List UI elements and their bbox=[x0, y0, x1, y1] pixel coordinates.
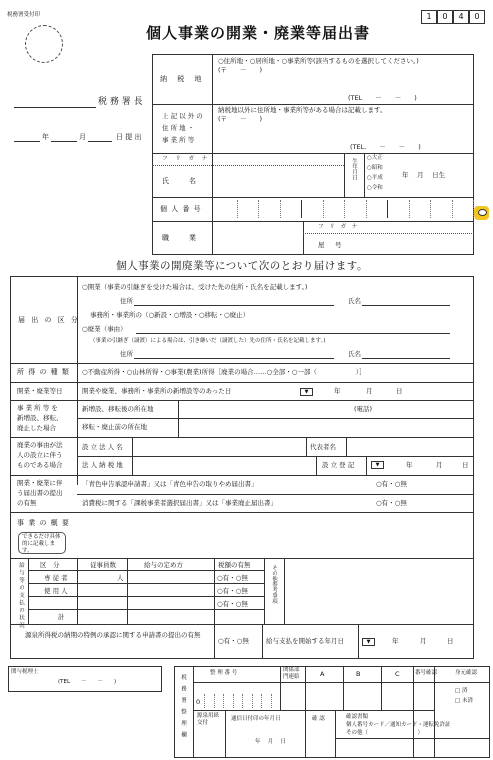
ref-number-cell[interactable] bbox=[261, 694, 271, 708]
tel-field[interactable]: (TEL － － ) bbox=[348, 94, 417, 102]
tax-office-suffix: 税 務 署 長 bbox=[98, 97, 143, 107]
accountant-tel[interactable]: (TEL － － ) bbox=[58, 679, 117, 685]
submit-day: 日 提 出 bbox=[116, 133, 142, 141]
related-2-yesno[interactable]: ○有・○無 bbox=[376, 499, 407, 507]
birth-ymd[interactable]: 年 月 日生 bbox=[402, 171, 446, 179]
payroll-unit: 人 bbox=[117, 574, 124, 582]
other-notes-input[interactable] bbox=[287, 560, 471, 622]
occupation-label: 職 業 bbox=[162, 234, 198, 242]
furigana-label: フ リ ガ ナ bbox=[162, 156, 211, 162]
my-number-label: 個 人 番 号 bbox=[160, 205, 202, 213]
office-new-label: 新増設、移転後の所在地 bbox=[82, 405, 154, 413]
my-number-digit-cell[interactable] bbox=[388, 200, 410, 218]
payroll-header-category: 区 分 bbox=[40, 561, 60, 569]
form-code-digit: 0 bbox=[469, 10, 485, 24]
taxpayer-box bbox=[152, 54, 474, 255]
accountant-label: 関与税理士 bbox=[11, 669, 39, 675]
furigana-label-2: フ リ ガ ナ bbox=[318, 224, 360, 230]
section-heading: 個人事業の開廃業等について次のとおり届けます。 bbox=[116, 260, 368, 272]
payroll-row-employee: 使 用 人 bbox=[44, 587, 68, 595]
open-address-label: 住所 bbox=[120, 297, 133, 305]
corp-reg-label: 設 立 登 記 bbox=[322, 461, 355, 469]
my-number-digit-cell[interactable] bbox=[367, 200, 389, 218]
notification-type-label: 届 出 の 区 分 bbox=[18, 316, 80, 324]
col-a: A bbox=[320, 670, 325, 678]
payroll-header-method: 給与の定め方 bbox=[144, 561, 183, 569]
other-address-label-2: 住 所 地 ・ bbox=[162, 124, 195, 132]
start-day[interactable]: 日 bbox=[447, 637, 454, 645]
other-address-note: 納税地以外に住所地・事業所等がある場合は記載します。 bbox=[218, 106, 387, 114]
era-reiwa[interactable]: ○令和 bbox=[367, 185, 383, 191]
business-label: 事 業 の 概 要 bbox=[17, 519, 70, 527]
open-day[interactable]: 日 bbox=[396, 387, 403, 395]
era-dropdown-2[interactable]: ▼ bbox=[371, 461, 384, 469]
postal-code-field[interactable]: (〒 － ) bbox=[218, 66, 263, 74]
start-year[interactable]: 年 bbox=[392, 637, 399, 645]
ref-number-cell[interactable] bbox=[271, 694, 281, 708]
close-address-label: 住所 bbox=[120, 350, 133, 358]
ref-number-cell[interactable] bbox=[252, 694, 262, 708]
ref-number-cell[interactable] bbox=[233, 694, 243, 708]
col-c: C bbox=[395, 670, 400, 678]
open-date-label: 開業・廃業等日 bbox=[17, 387, 63, 395]
office-option[interactable]: 事務所・事業所の（○新設・○増設・○移転・○廃止） bbox=[90, 311, 250, 319]
related-label-3: の有無 bbox=[17, 499, 37, 507]
office-label-1: 事 業 所 等 を bbox=[17, 404, 58, 412]
other-address-label-1: 上 記 以 外 の bbox=[162, 112, 203, 120]
corp-name-label: 設 立 法 人 名 bbox=[82, 443, 123, 451]
era-taisho[interactable]: ○大正 bbox=[367, 155, 383, 161]
withholding-yesno[interactable]: ○有・○無 bbox=[218, 637, 249, 645]
payroll-tax-2[interactable]: ○有・○無 bbox=[217, 587, 248, 595]
my-number-digit-cell[interactable] bbox=[410, 200, 432, 218]
postal-code-field-2[interactable]: (〒 － ) bbox=[218, 115, 263, 123]
era-dropdown[interactable]: ▼ bbox=[300, 388, 313, 396]
open-option[interactable]: ○開業（事業の引継ぎを受けた場合は、受けた先の住所・氏名を記載します。) bbox=[82, 283, 308, 291]
dept-contact-label: 関係部門連絡 bbox=[283, 667, 300, 680]
payroll-tax-3[interactable]: ○有・○無 bbox=[217, 600, 248, 608]
tax-place-label: 納 税 地 bbox=[160, 75, 206, 83]
era-showa[interactable]: ○昭和 bbox=[367, 165, 383, 171]
payroll-header-tax: 税額の有無 bbox=[218, 561, 251, 569]
tel-field-2[interactable]: (TEL. － － ) bbox=[350, 143, 421, 151]
withholding-label: 源泉所得税の納期の特例の承認に関する申請書の提出の有無 bbox=[25, 631, 201, 639]
payroll-row-family: 専 従 者 bbox=[44, 574, 68, 582]
col-b: B bbox=[356, 670, 361, 678]
trade-name-input[interactable] bbox=[345, 235, 472, 253]
form-code-digit: 0 bbox=[437, 10, 453, 24]
related-consumption-tax: 消費税に関する「課税事業者選択届出書」又は「事業廃止届出書」 bbox=[82, 499, 277, 507]
payroll-header-count: 従事員数 bbox=[90, 561, 116, 569]
office-use-box bbox=[174, 666, 490, 758]
income-type-options[interactable]: ○不動産所得・○山林所得・○事業(農業)所得［廃業の場合……○全部・○一部（ ）］ bbox=[82, 368, 366, 376]
office-use-label: 税務署整理欄 bbox=[180, 674, 186, 743]
open-year[interactable]: 年 bbox=[334, 387, 341, 395]
comm-date-label: 通信日付印の年月日 bbox=[231, 716, 281, 722]
era-dropdown-3[interactable]: ▼ bbox=[362, 638, 375, 646]
related-1-yesno[interactable]: ○有・○無 bbox=[376, 480, 407, 488]
open-date-text: 開業や廃業、事務所・事業所の新増設等のあった日 bbox=[82, 387, 232, 395]
form-title: 個人事業の開業・廃業等届出書 bbox=[146, 24, 371, 42]
tax-office-line[interactable] bbox=[14, 107, 96, 108]
payroll-side-label: 給与等の支払の状況 bbox=[18, 562, 24, 630]
my-number-digit-cell[interactable] bbox=[431, 200, 453, 218]
stamp-label: 税務署受付印 bbox=[7, 12, 41, 18]
reg-month[interactable]: 月 bbox=[436, 461, 443, 469]
id-docs-options[interactable]: 個人番号カード／通知カード・運転免許証 bbox=[346, 722, 451, 728]
open-name-label: 氏名 bbox=[348, 297, 361, 305]
my-number-digit-cell[interactable] bbox=[259, 200, 281, 218]
related-blue-return: 「青色申告承認申請書」又は「青色申告の取りやめ届出書」 bbox=[82, 480, 258, 488]
identity-pending[interactable]: □ 未済 bbox=[455, 698, 473, 704]
corp-label-3: ものである場合 bbox=[17, 461, 63, 469]
my-number-digit-cell[interactable] bbox=[238, 200, 260, 218]
ref-number-cell[interactable] bbox=[242, 694, 252, 708]
submit-month: 月 bbox=[79, 133, 86, 141]
trade-name-label: 屋 号 bbox=[318, 241, 344, 249]
ref-number-label: 整 理 番 号 bbox=[210, 670, 238, 676]
my-number-digit-cell[interactable] bbox=[324, 200, 346, 218]
occupation-input[interactable] bbox=[214, 223, 301, 253]
confirm-label: 確 認 bbox=[312, 716, 325, 722]
payroll-start-label: 給与支払を開始する年月日 bbox=[266, 637, 344, 645]
close-name-label: 氏名 bbox=[348, 350, 361, 358]
other-address-label-3: 事 業 所 等 bbox=[162, 136, 195, 144]
start-month[interactable]: 月 bbox=[420, 637, 427, 645]
business-input[interactable] bbox=[80, 514, 470, 556]
form-code-digit: 4 bbox=[453, 10, 469, 24]
ref-number-cell[interactable] bbox=[214, 694, 224, 708]
id-docs-title: 確認書類 bbox=[346, 714, 369, 720]
ref-number-cell[interactable] bbox=[204, 694, 214, 708]
identity-check-label: 身元確認 bbox=[455, 670, 478, 676]
id-docs-other[interactable]: その他（ ） bbox=[346, 730, 424, 736]
office-label-2: 新増設、移転、 bbox=[17, 414, 63, 422]
birth-label: 生年月日 bbox=[351, 158, 357, 180]
comment-icon[interactable] bbox=[474, 206, 489, 220]
payroll-total: 計 bbox=[58, 613, 65, 621]
ref-number-cell[interactable] bbox=[223, 694, 233, 708]
office-label-3: 廃止した場合 bbox=[17, 424, 56, 432]
related-label-2: う届出書の提出 bbox=[17, 489, 63, 497]
ref-zero: 0 bbox=[196, 698, 201, 706]
my-number-digit-cell[interactable] bbox=[453, 200, 475, 218]
submit-year: 年 bbox=[42, 133, 49, 141]
era-heisei[interactable]: ○平成 bbox=[367, 175, 383, 181]
tax-place-options[interactable]: ○住所地・○居所地・○事業所等(該当するものを選択してください。) bbox=[218, 57, 419, 65]
stamp-circle bbox=[25, 25, 63, 63]
my-number-digit-cell[interactable] bbox=[345, 200, 367, 218]
income-type-label: 所 得 の 種 類 bbox=[17, 368, 70, 376]
corp-label-2: 人の設立に伴う bbox=[17, 451, 63, 459]
business-note: できるだけ具体的に記載します。 bbox=[22, 534, 61, 554]
other-notes-label: その他参考事項 bbox=[271, 565, 277, 604]
rep-name-label: 代表者名 bbox=[310, 443, 336, 451]
close-note: （事業の引継ぎ（譲渡）による場合は、引き継いだ（譲渡した）先の住所・氏名を記載します。) bbox=[90, 338, 326, 344]
form-code-digit: 1 bbox=[421, 10, 437, 24]
office-old-label: 移転・廃止前の所在地 bbox=[82, 423, 147, 431]
close-option[interactable]: ○廃業（事由） bbox=[82, 325, 127, 333]
payroll-tax-1[interactable]: ○有・○無 bbox=[217, 574, 248, 582]
open-month[interactable]: 月 bbox=[366, 387, 373, 395]
my-number-digit-cell[interactable] bbox=[302, 200, 324, 218]
source-doc-label: 源泉用紙交付 bbox=[197, 713, 220, 726]
related-label-1: 開業・廃業に伴 bbox=[17, 479, 63, 487]
identity-done[interactable]: □ 済 bbox=[455, 688, 468, 694]
reg-year[interactable]: 年 bbox=[406, 461, 413, 469]
my-number-digit-cell[interactable] bbox=[281, 200, 303, 218]
name-label: 氏 名 bbox=[162, 177, 198, 185]
number-check-label: 番号確認 bbox=[415, 670, 438, 676]
comm-date-ymd[interactable]: 年 月 日 bbox=[255, 739, 286, 745]
office-phone[interactable]: (電話) bbox=[354, 405, 373, 413]
reg-day[interactable]: 日 bbox=[462, 461, 469, 469]
my-number-digit-cell[interactable] bbox=[216, 200, 238, 218]
name-input[interactable] bbox=[214, 167, 342, 195]
corp-place-label: 法 人 納 税 地 bbox=[82, 461, 123, 469]
corp-label-1: 廃業の事由が法 bbox=[17, 441, 63, 449]
